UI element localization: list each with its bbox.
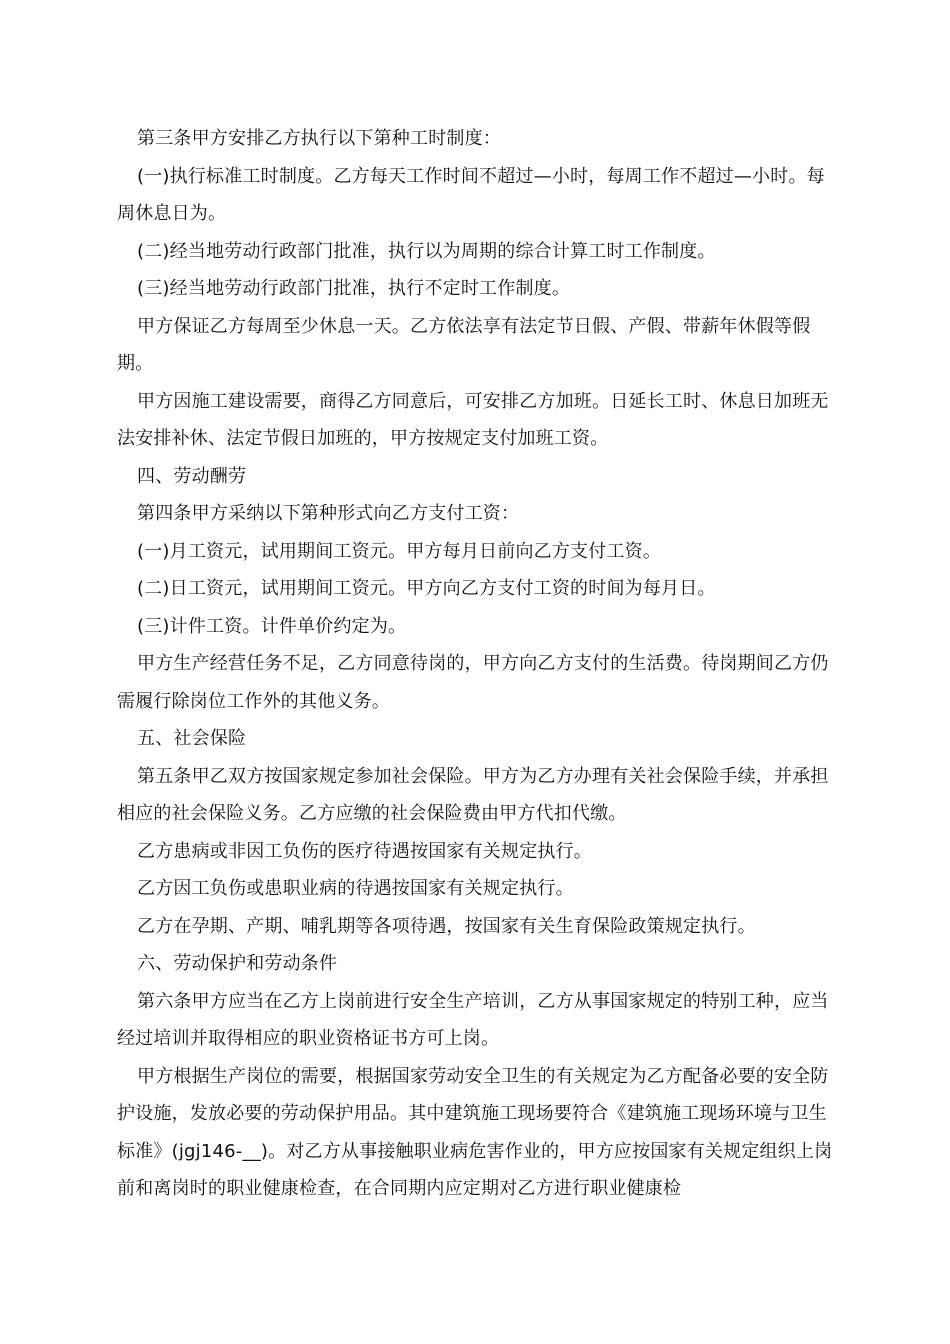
paragraph-piece-wage: (三)计件工资。计件单价约定为。 bbox=[137, 615, 407, 637]
section-heading-labor-protection: 六、劳动保护和劳动条件 bbox=[137, 953, 338, 974]
paragraph-monthly-wage: (一)月工资元，试用期间工资元。甲方每月日前向乙方支付工资。 bbox=[137, 540, 662, 562]
paragraph-standard-hours: (一)执行标准工时制度。乙方每天工作时间不超过—小时，每周工作不超过—小时。每周休息日为。 bbox=[117, 165, 825, 224]
document-body bbox=[117, 120, 839, 1208]
paragraph-maternity: 乙方在孕期、产期、哺乳期等各项待遇，按国家有关生育保险政策规定执行。 bbox=[137, 915, 756, 937]
paragraph-flexible-hours: (三)经当地劳动行政部门批准，执行不定时工作制度。 bbox=[137, 278, 571, 299]
paragraph-article-5: 第五条甲乙双方按国家规定参加社会保险。甲方为乙方办理有关社会保险手续，并承担相应的社会保险义务。乙方应缴的社会保险费由甲方代扣代缴。 bbox=[117, 765, 829, 824]
paragraph-article-3: 第三条甲方安排乙方执行以下第种工时制度： bbox=[137, 128, 501, 149]
paragraph-medical: 乙方患病或非因工负伤的医疗待遇按国家有关规定执行。 bbox=[137, 840, 592, 862]
paragraph-standby: 甲方生产经营任务不足，乙方同意待岗的，甲方向乙方支付的生活费。待岗期间乙方仍需履行除岗位工作外的其他义务。 bbox=[117, 653, 829, 712]
section-heading-remuneration: 四、劳动酬劳 bbox=[137, 465, 247, 487]
paragraph-daily-wage: (二)日工资元，试用期间工资元。甲方向乙方支付工资的时间为每月日。 bbox=[137, 578, 716, 599]
paragraph-rest-days: 甲方保证乙方每周至少休息一天。乙方依法享有法定节日假、产假、带薪年休假等假期。 bbox=[117, 315, 811, 374]
paragraph-article-6: 第六条甲方应当在乙方上岗前进行安全生产培训，乙方从事国家规定的特别工种，应当经过培训并取得相应的职业资格证书方可上岗。 bbox=[117, 990, 829, 1049]
section-heading-social-insurance: 五、社会保险 bbox=[137, 728, 247, 749]
paragraph-comprehensive-hours: (二)经当地劳动行政部门批准，执行以为周期的综合计算工时工作制度。 bbox=[137, 240, 716, 262]
paragraph-work-injury: 乙方因工负伤或患职业病的待遇按国家有关规定执行。 bbox=[137, 878, 574, 899]
paragraph-overtime: 甲方因施工建设需要，商得乙方同意后，可安排乙方加班。日延长工时、休息日加班无法安排补休、法定节假日加班的，甲方按规定支付加班工资。 bbox=[117, 390, 829, 449]
paragraph-safety-equipment: 甲方根据生产岗位的需要，根据国家劳动安全卫生的有关规定为乙方配备必要的安全防护设施，发放必要的劳动保护用品。其中建筑施工现场要符合《建筑施工现场环境与卫生标准》(jgj146-__)。对乙方从事接触职业病危害作业的，甲方应按国家有关规定组织上岗前和离岗时的职业健康检查，在合同期内应定期对乙方进行职业健康检 bbox=[117, 1065, 833, 1199]
paragraph-article-4: 第四条甲方采纳以下第种形式向乙方支付工资： bbox=[137, 503, 520, 524]
